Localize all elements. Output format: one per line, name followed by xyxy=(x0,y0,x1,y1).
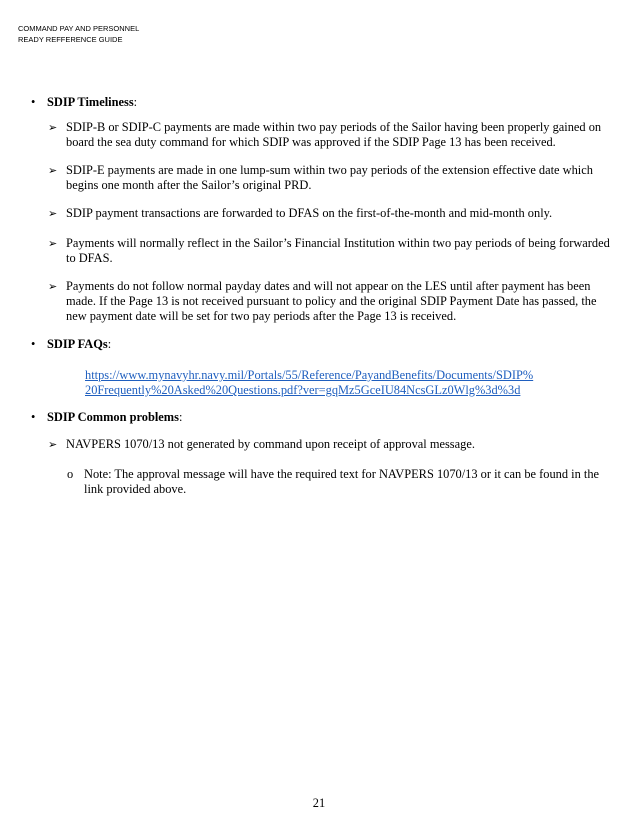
sub-list-item-text: Note: The approval message will have the required text for NAVPERS 1070/13 or it can be found in the link provided above. xyxy=(84,467,600,496)
header-line-1: COMMAND PAY AND PERSONNEL xyxy=(18,24,140,33)
section-title: SDIP Common problems xyxy=(47,410,179,424)
list-item-text: SDIP-B or SDIP-C payments are made within two pay periods of the Sailor having been properly gained on board the sea duty command for which SDIP was approved if the SDIP Page 13 has been received. xyxy=(66,120,602,149)
section-title: SDIP Timeliness xyxy=(47,95,134,109)
list-item-text: NAVPERS 1070/13 not generated by command upon receipt of approval message. xyxy=(66,437,475,451)
bullet-icon: • xyxy=(31,410,36,424)
list-item xyxy=(48,206,618,221)
section-title-colon: : xyxy=(107,337,112,351)
section-title: SDIP FAQs xyxy=(47,337,108,351)
bullet-icon: • xyxy=(31,95,36,109)
list-item xyxy=(48,437,618,452)
section-heading-problems xyxy=(31,410,183,425)
list-item xyxy=(48,236,618,266)
arrow-bullet-icon: ➢ xyxy=(48,438,58,451)
bullet-icon: • xyxy=(31,337,36,351)
arrow-bullet-icon: ➢ xyxy=(48,164,58,177)
arrow-bullet-icon: ➢ xyxy=(48,121,58,134)
list-item-text: SDIP-E payments are made in one lump-sum within two pay periods of the extension effective date which begins one month after the Sailor’s original PRD. xyxy=(66,163,593,192)
running-header xyxy=(18,23,139,45)
faq-link[interactable] xyxy=(85,368,555,398)
list-item xyxy=(48,279,618,324)
section-title-colon: : xyxy=(133,95,138,109)
list-item xyxy=(48,163,618,193)
arrow-bullet-icon: ➢ xyxy=(48,280,58,293)
list-item xyxy=(48,120,618,150)
list-item-text: SDIP payment transactions are forwarded to DFAS on the first-of-the-month and mid-month only. xyxy=(66,206,553,220)
faq-link-line-2[interactable]: 20Frequently%20Asked%20Questions.pdf?ver=gqMz5GceIU84NcsGLz0Wlg%3d%3d xyxy=(85,383,521,397)
arrow-bullet-icon: ➢ xyxy=(48,207,58,220)
sub-list-item xyxy=(67,467,618,497)
header-line-2: READY REFFERENCE GUIDE xyxy=(18,35,123,44)
faq-link-line-1[interactable]: https://www.mynavyhr.navy.mil/Portals/55/Reference/PayandBenefits/Documents/SDIP% xyxy=(85,368,534,382)
arrow-bullet-icon: ➢ xyxy=(48,237,58,250)
section-heading-timeliness xyxy=(31,95,138,110)
circle-bullet-icon: o xyxy=(67,467,74,481)
list-item-text: Payments do not follow normal payday dates and will not appear on the LES until after payment has been made. If the Page 13 is not received pursuant to policy and the original SDIP Payment Date has passed, the new payment date will be set for two pay periods after the Page 13 is received. xyxy=(66,279,597,323)
section-title-colon: : xyxy=(178,410,183,424)
page-number: 21 xyxy=(312,796,326,810)
list-item-text: Payments will normally reflect in the Sailor’s Financial Institution within two pay periods of being forwarded to DFAS. xyxy=(66,236,610,265)
section-heading-faqs xyxy=(31,337,112,352)
